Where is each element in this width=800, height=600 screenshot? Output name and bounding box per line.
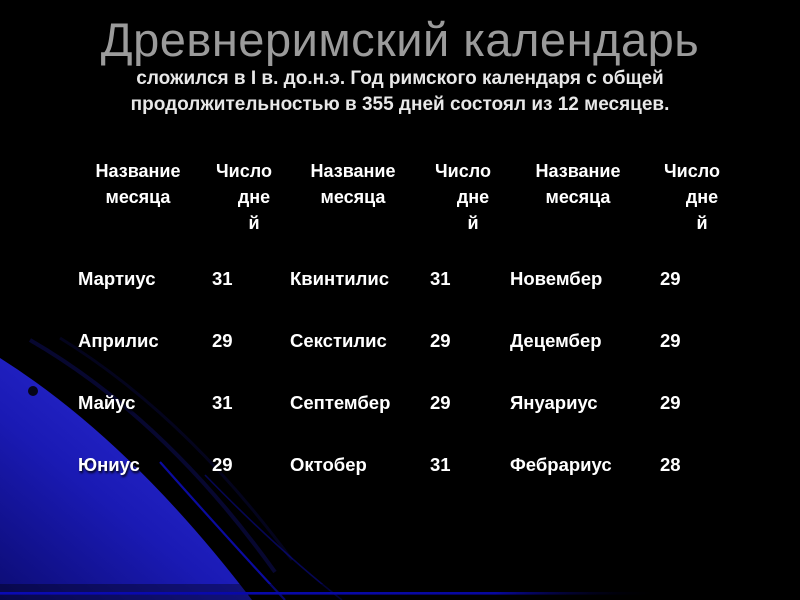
days-cell: 29: [212, 454, 233, 475]
slide-title: Древнеримский календарь: [100, 13, 700, 66]
month-cell: Фебрариус: [510, 454, 612, 475]
bottom-blue-line: [0, 592, 660, 595]
month-cell: Секстилис: [290, 330, 387, 351]
days-cell: 29: [660, 268, 681, 289]
days-header-line3: й: [248, 213, 260, 233]
month-cell: Децембер: [510, 330, 602, 351]
month-cell: Мартиус: [78, 268, 156, 289]
days-cell: 31: [430, 454, 451, 475]
column-header-days-2: [418, 158, 508, 268]
column-header-days-3: [648, 158, 736, 268]
days-header-line2: дне: [237, 187, 271, 207]
column-header-month-name-1: Название месяца: [95, 161, 181, 207]
column-header-month-name-3: Название месяца: [535, 161, 621, 207]
days-cell: 31: [212, 392, 233, 413]
days-cell: 29: [212, 330, 233, 351]
month-cell: Януариус: [510, 392, 598, 413]
days-header-line1: Число: [664, 161, 720, 181]
month-cell: Майус: [78, 392, 136, 413]
days-header-line1: Число: [216, 161, 272, 181]
days-header-line2: дне: [456, 187, 490, 207]
subtitle-line2: продолжительностью в 355 дней состоял из 12 месяцев.: [130, 94, 670, 115]
days-cell: 29: [430, 392, 451, 413]
column-header-days-1: [200, 158, 288, 268]
column-header-month-name-2: Название месяца: [310, 161, 396, 207]
month-cell: Септембер: [290, 392, 391, 413]
days-cell: 31: [430, 268, 451, 289]
bullet-dot: [28, 386, 38, 396]
slide-subtitle: [0, 66, 800, 118]
days-header-line1: Число: [435, 161, 491, 181]
days-header-line2: дне: [685, 187, 719, 207]
days-header-line3: й: [696, 213, 708, 233]
month-cell: Октобер: [290, 454, 367, 475]
days-cell: 29: [430, 330, 451, 351]
days-cell: 29: [660, 392, 681, 413]
month-cell: Юниус: [78, 454, 140, 475]
days-cell: 28: [660, 454, 681, 475]
days-header-line3: й: [467, 213, 479, 233]
subtitle-line1: сложился в I в. до.н.э. Год римского календаря с общей: [136, 68, 664, 89]
days-cell: 31: [212, 268, 233, 289]
month-cell: Априлис: [78, 330, 159, 351]
month-cell: Новембер: [510, 268, 603, 289]
days-cell: 29: [660, 330, 681, 351]
month-cell: Квинтилис: [290, 268, 390, 289]
calendar-table: [76, 158, 736, 516]
